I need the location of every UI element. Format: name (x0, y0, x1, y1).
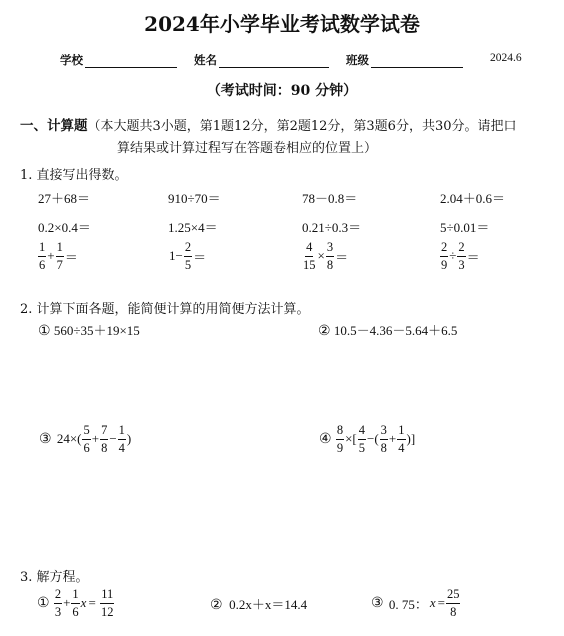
q1-r3-a: $\frac{1}{6}$ + $\frac{1}{7}$ ＝ (39, 240, 78, 272)
name-label: 姓名 (194, 53, 217, 67)
fraction: $\frac{4}{5}$ (358, 423, 365, 455)
q1-r1-a: 27＋68＝ (38, 191, 91, 206)
school-blank[interactable] (85, 55, 177, 68)
item-marker: ① (38, 324, 51, 339)
fraction: $\frac{5}{6}$ (83, 423, 90, 455)
q1-r1-d: 2.04＋0.6＝ (440, 191, 506, 206)
q2-p1-expr: 560÷35＋19×15 (53, 323, 140, 338)
school-field (60, 52, 177, 68)
fraction: $\frac{2}{3}$ (54, 587, 62, 619)
fraction: $\frac{11}{12}$ (101, 587, 114, 619)
q1-r1-b: 910÷70＝ (168, 191, 221, 206)
q3-title: 3. 解方程。 (20, 570, 89, 585)
q1-r3-d: $\frac{2}{9}$ ÷ $\frac{2}{3}$ ＝ (441, 240, 480, 272)
q1-r2-c: 0.21÷0.3＝ (302, 220, 362, 235)
item-marker: ① (37, 595, 50, 611)
fraction: $\frac{1}{4}$ (398, 423, 405, 455)
q2-p3: ③ 24×( $\frac{5}{6}$ + $\frac{7}{8}$ − $\frac{1}{4}$ ) (39, 423, 132, 455)
fraction: $\frac{3}{8}$ (380, 423, 387, 455)
q1-r2-b: 1.25×4＝ (168, 220, 218, 235)
q2-title: 2. 计算下面各题，能简便计算的用简便方法计算。 (20, 302, 310, 317)
q1-r3-b: 1− $\frac{2}{5}$ ＝ (169, 240, 207, 272)
fraction: $\frac{3}{8}$ (326, 240, 334, 272)
q2-p2-expr: 10.5－4.36－5.64＋6.5 (333, 323, 458, 338)
name-field (194, 52, 329, 68)
fraction: $\frac{25}{8}$ (446, 587, 460, 619)
q2-p1 (38, 320, 140, 340)
item-marker: ③ (371, 595, 384, 611)
fraction: $\frac{4}{15}$ (303, 240, 316, 272)
fraction: $\frac{8}{9}$ (336, 423, 344, 455)
section1-heading: 一、计算题 (20, 118, 88, 134)
q3-e2 (210, 594, 307, 614)
item-marker: ③ (39, 431, 52, 447)
section1-note2: 算结果或计算过程写在答题卷相应的位置上） (117, 141, 378, 156)
fraction: $\frac{1}{4}$ (118, 423, 125, 455)
item-marker: ④ (319, 431, 332, 447)
name-blank[interactable] (219, 55, 329, 68)
section1-note1: （本大题共3小题，第1题12分，第2题12分，第3题6分，共30分。请把口 (87, 119, 517, 134)
fraction: $\frac{1}{7}$ (56, 240, 63, 272)
q1-r3-c: $\frac{4}{15}$ × $\frac{3}{8}$ ＝ (303, 240, 349, 272)
item-marker: ② (318, 324, 331, 339)
class-field (346, 52, 463, 68)
q2-p4: ④ $\frac{8}{9}$ ×[ $\frac{4}{5}$ −( $\frac{3}{8}$ + $\frac{1}{4}$ )] (319, 423, 416, 455)
class-label: 班级 (346, 53, 369, 67)
exam-title: 2024年小学毕业考试数学试卷 (144, 12, 420, 36)
q1-r2-a: 0.2×0.4＝ (38, 220, 91, 235)
q1-r2-d: 5÷0.01＝ (440, 220, 490, 235)
q3-e2-expr: 0.2x＋x＝14.4 (229, 597, 308, 612)
time-note: （考试时间：90 分钟） (206, 83, 358, 99)
school-label: 学校 (60, 53, 83, 67)
q3-e1: ① $\frac{2}{3}$ + $\frac{1}{6}$ x = $\frac{11}{12}$ (37, 587, 114, 619)
q2-p2 (318, 320, 457, 340)
class-blank[interactable] (371, 55, 463, 68)
q1-title: 1. 直接写出得数。 (20, 168, 128, 183)
q1-r1-c: 78－0.8＝ (302, 191, 358, 206)
fraction: $\frac{2}{3}$ (458, 240, 465, 272)
exam-date: 2024.6 (490, 52, 522, 64)
fraction: $\frac{1}{6}$ (39, 240, 46, 272)
q3-e3: ③ 0. 75： x = $\frac{25}{8}$ (371, 587, 460, 619)
fraction: $\frac{7}{8}$ (101, 423, 108, 455)
fraction: $\frac{2}{5}$ (184, 240, 192, 272)
section1-line1 (20, 114, 516, 134)
fraction: $\frac{2}{9}$ (441, 240, 448, 272)
item-marker: ② (210, 598, 223, 613)
fraction: $\frac{1}{6}$ (72, 587, 79, 619)
